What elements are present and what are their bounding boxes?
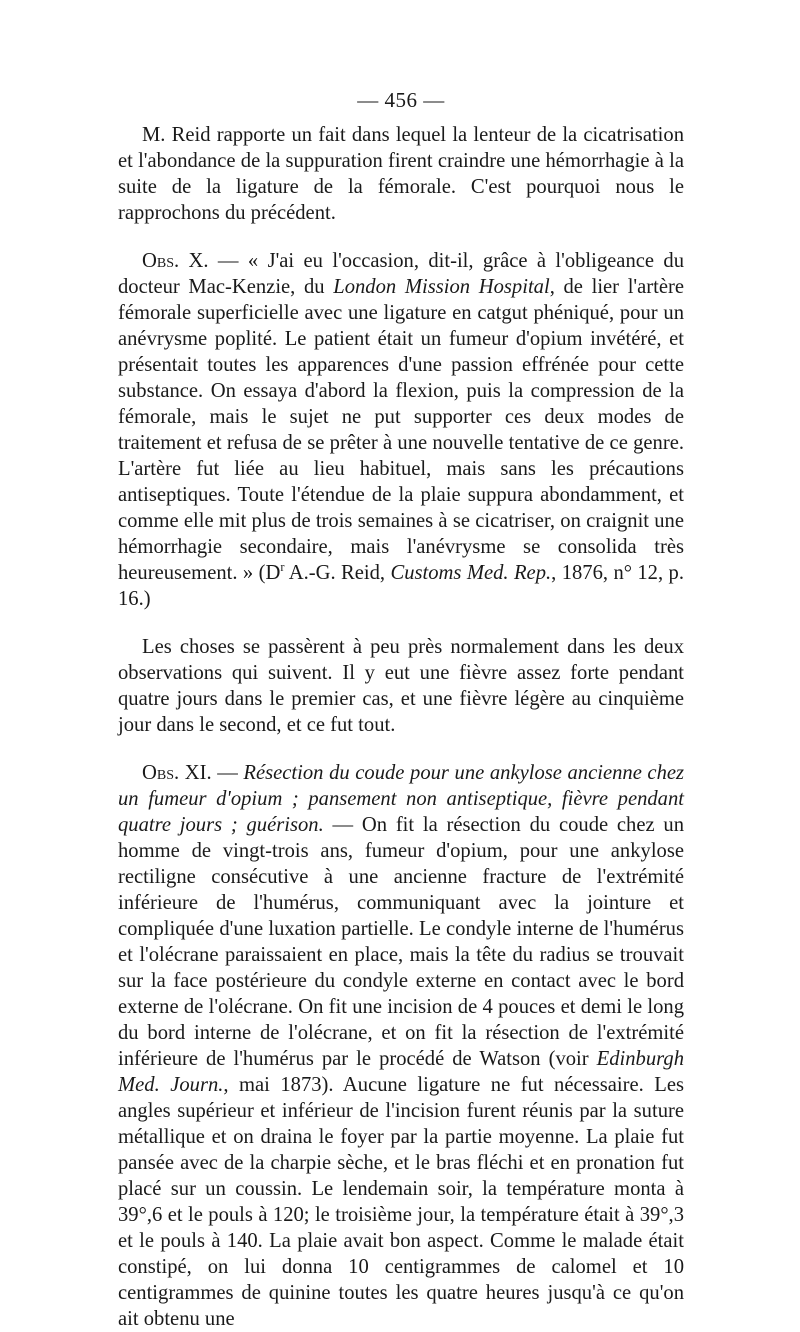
citation-details: , 1876, n° 12, p. 16.) <box>118 562 684 610</box>
observation-dash: — <box>211 762 244 784</box>
book-page <box>118 86 684 1332</box>
observation-title: Résection du coude pour une ankylose ancienne chez un fumeur d'opium ; pansement non antiseptique, fièvre pendant quatre jours ; guérison. <box>118 762 685 836</box>
observation-text: — « J'ai eu l'occasion, dit-il, grâce à l'obligeance du docteur Mac-Kenzie, du <box>118 250 684 298</box>
paragraph-transition: Les choses se passèrent à peu près normalement dans les deux observations qui suivent. Il y eut une fièvre assez forte pendant quatre jours dans le premier cas, et une fièvre légère au cinquième jour dans le second, et ce fut tout. <box>118 636 684 736</box>
observation-text: A.-G. Reid, <box>284 562 391 584</box>
observation-label: Obs. XI. <box>142 762 212 784</box>
citation-journal: Edinburgh Med. Journ. <box>118 1048 684 1096</box>
observation-text: , mai 1873). Aucune ligature ne fut nécessaire. Les angles supérieur et inférieur de l'incision furent réunis par la suture métallique et on draina le foyer par la partie moyenne. La plaie fut pansée avec de la charpie sèche, et le bras fléchi et en pronation fut placé sur un coussin. Le lendemain soir, la température monta à 39°,6 et le pouls à 120; le troisième jour, la température était à 39°,3 et le pouls à 140. La plaie avait bon aspect. Comme le malade était constipé, on lui donna 10 centigrammes de calomel et 10 centigrammes de quinine toutes les quatre heures jusqu'à ce qu'on ait obtenu une <box>118 1074 684 1330</box>
observation-text: — On fit la résection du coude chez un homme de vingt-trois ans, fumeur d'opium, pour une ankylose rectiligne consécutive à une ancienne fracture de l'extrémité inférieure de l'humérus, communiquant avec la jointure et compliquée d'une luxation partielle. Le condyle interne de l'humérus et l'olécrane paraissaient en place, mais la tête du radius se trouvait sur la face postérieure du condyle externe en contact avec le bord externe de l'olécrane. On fit une incision de 4 pouces et demi le long du bord interne de l'olécrane, et on fit la résection de l'extrémité inférieure de l'humérus par le procédé de Watson (voir <box>118 814 684 1070</box>
observation-x <box>118 248 684 612</box>
observation-text: , de lier l'artère fémorale superficielle avec une ligature en catgut phéniqué, pour un anévrysme poplité. Le patient était un fumeur d'opium invétéré, et présentait toutes les apparences d'une passion effrénée pour cette substance. On essaya d'abord la flexion, puis la compression de la fémorale, mais le sujet ne put supporter ces deux modes de traitement et refusa de se prêter à une nouvelle tentative de ce genre. L'artère fut liée au lieu habituel, mais sans les précautions antiseptiques. Toute l'étendue de la plaie suppura abondamment, et comme elle mit plus de trois semaines à se cicatriser, on craignit une hémorrhagie secondaire, mais l'anévrysme se consolida très heureusement. » (D <box>118 276 684 584</box>
doctor-superscript: r <box>280 560 285 575</box>
observation-xi <box>118 760 684 1332</box>
citation-journal: Customs Med. Rep. <box>390 562 552 584</box>
paragraph-reid-intro: M. Reid rapporte un fait dans lequel la lenteur de la cicatrisation et l'abondance de la suppuration firent craindre une hémorrhagie à la suite de la ligature de la fémorale. C'est pourquoi nous le rapprochons du précédent. <box>118 124 684 224</box>
page-number: — 456 — <box>357 88 445 112</box>
hospital-name: London Mission Hospital <box>333 276 550 298</box>
observation-label: Obs. X. <box>142 250 209 272</box>
